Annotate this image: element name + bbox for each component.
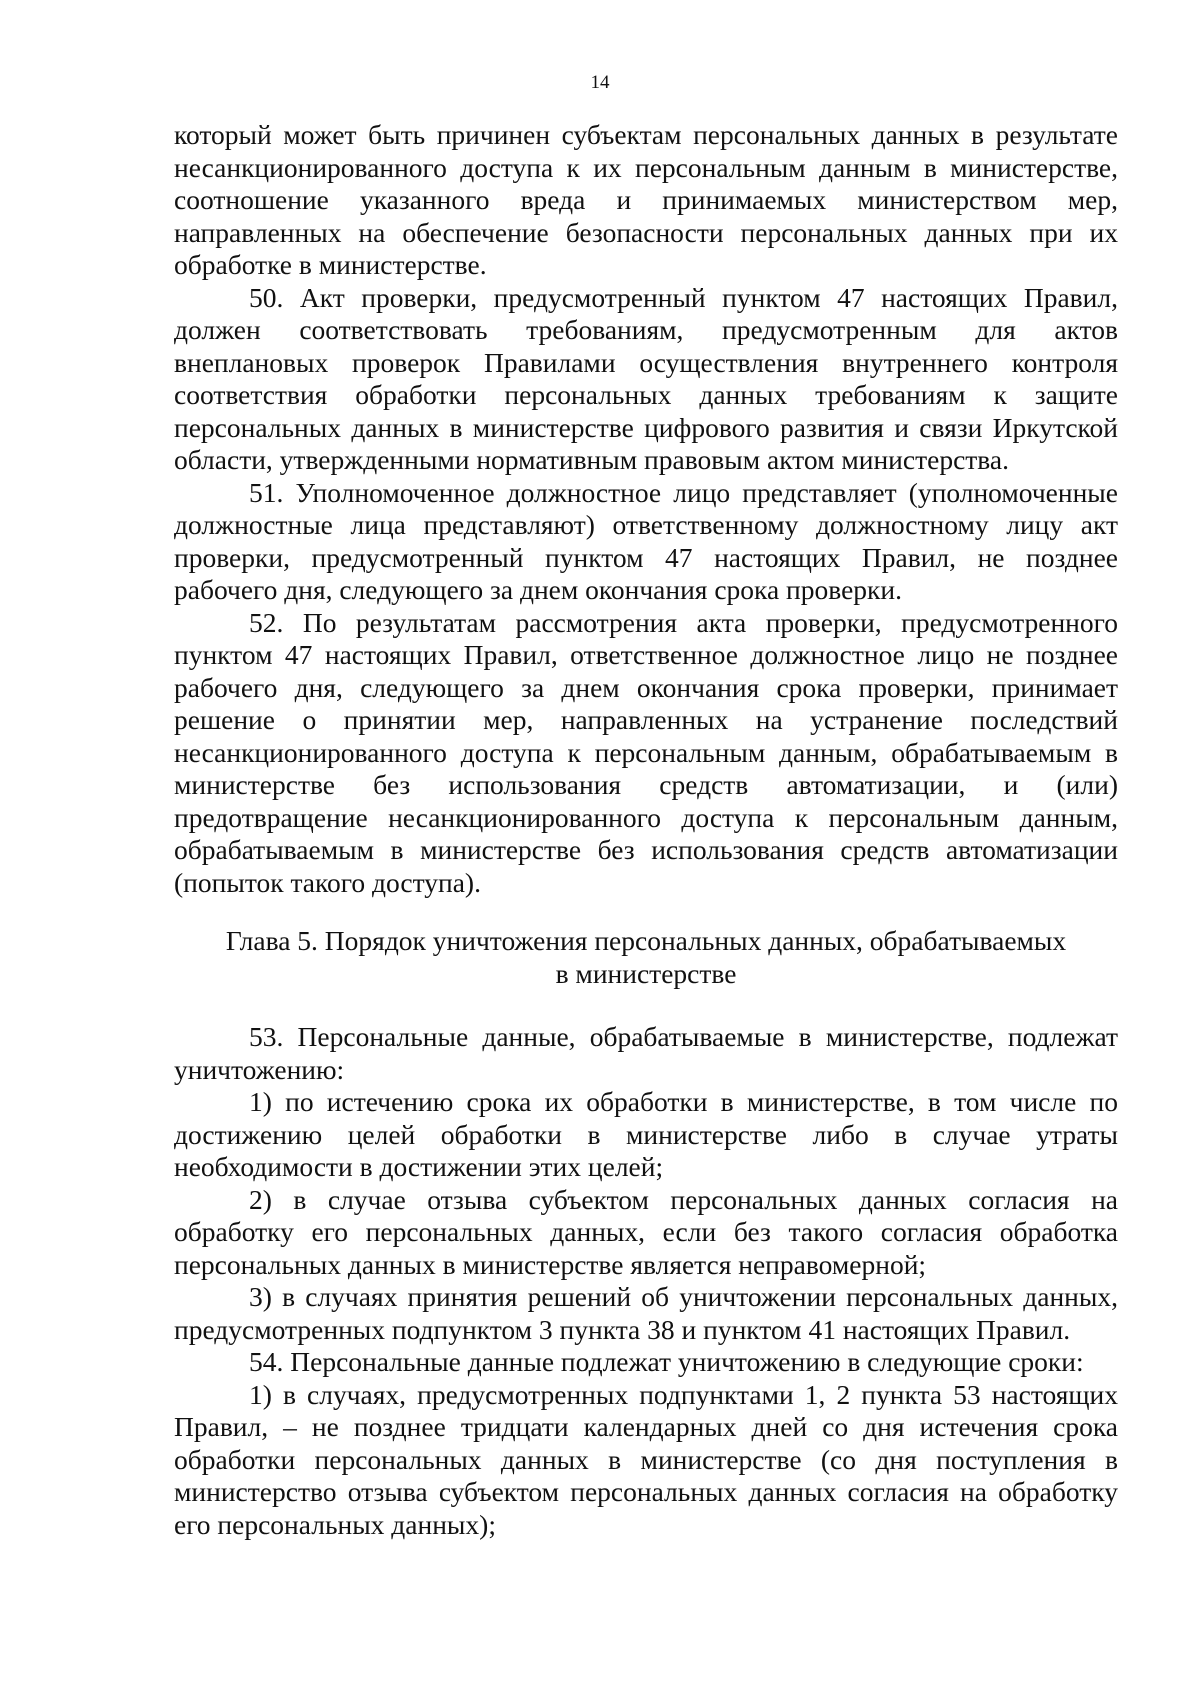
- chapter-heading: [174, 925, 1118, 990]
- paragraph-item-53: 53. Персональные данные, обрабатываемые в министерстве, подлежат уничтожению:: [174, 1021, 1118, 1085]
- paragraph-item-50: 50. Акт проверки, предусмотренный пунктом 47 настоящих Правил, должен соответствовать требованиям, предусмотренным для актов внеплановых проверок Правилами осуществления внутреннего контроля соответствия обработки персональных данных требованиям к защите персональных данных в министерстве цифрового развития и связи Иркутской области, утвержденными нормативным правовым актом министерства.: [174, 281, 1118, 475]
- paragraph-item-51: 51. Уполномоченное должностное лицо представляет (уполномоченные должностные лица представляют) ответственному должностному лицу акт проверки, предусмотренный пунктом 47 настоящих Правил, не позднее рабочего дня, следующего за днем окончания срока проверки.: [174, 476, 1118, 605]
- paragraph-item-54-1: 1) в случаях, предусмотренных подпунктами 1, 2 пункта 53 настоящих Правил, – не позднее тридцати календарных дней со дня истечения срока обработки персональных данных в министерстве (со дня поступления в министерство отзыва субъектом персональных данных согласия на обработку его персональных данных);: [174, 1378, 1118, 1540]
- paragraph-continuation: который может быть причинен субъектам персональных данных в результате несанкционированного доступа к их персональным данным в министерстве, соотношение указанного вреда и принимаемых министерством мер, направленных на обеспечение безопасности персональных данных при их обработке в министерстве.: [174, 119, 1118, 280]
- paragraph-item-53-2: 2) в случае отзыва субъектом персональных данных согласия на обработку его персональных данных, если без такого согласия обработка персональных данных в министерстве является неправомерной;: [174, 1183, 1118, 1280]
- chapter-heading-line-1: Глава 5. Порядок уничтожения персональных данных, обрабатываемых: [225, 925, 1067, 956]
- paragraph-item-53-1: 1) по истечению срока их обработки в министерстве, в том числе по достижению целей обработки в министерстве либо в случае утраты необходимости в достижении этих целей;: [174, 1086, 1118, 1182]
- paragraph-item-52: 52. По результатам рассмотрения акта проверки, предусмотренного пунктом 47 настоящих Правил, ответственное должностное лицо не позднее рабочего дня, следующего за днем окончания срока проверки, принимает решение о принятии мер, направленных на устранение последствий несанкционированного доступа к персональным данным, обрабатываемым в министерстве без использования средств автоматизации, и (или) предотвращение несанкционированного доступа к персональным данным, обрабатываемым в министерстве без использования средств автоматизации (попыток такого доступа).: [174, 606, 1118, 898]
- paragraph-item-54: 54. Персональные данные подлежат уничтожению в следующие сроки:: [249, 1346, 1084, 1377]
- document-body: [174, 119, 1118, 1541]
- paragraph-item-53-3: 3) в случаях принятия решений об уничтожении персональных данных, предусмотренных подпунктом 3 пункта 38 и пунктом 41 настоящих Правил.: [174, 1281, 1118, 1345]
- chapter-heading-line-2: в министерстве: [555, 957, 737, 989]
- page-number: 14: [590, 72, 610, 93]
